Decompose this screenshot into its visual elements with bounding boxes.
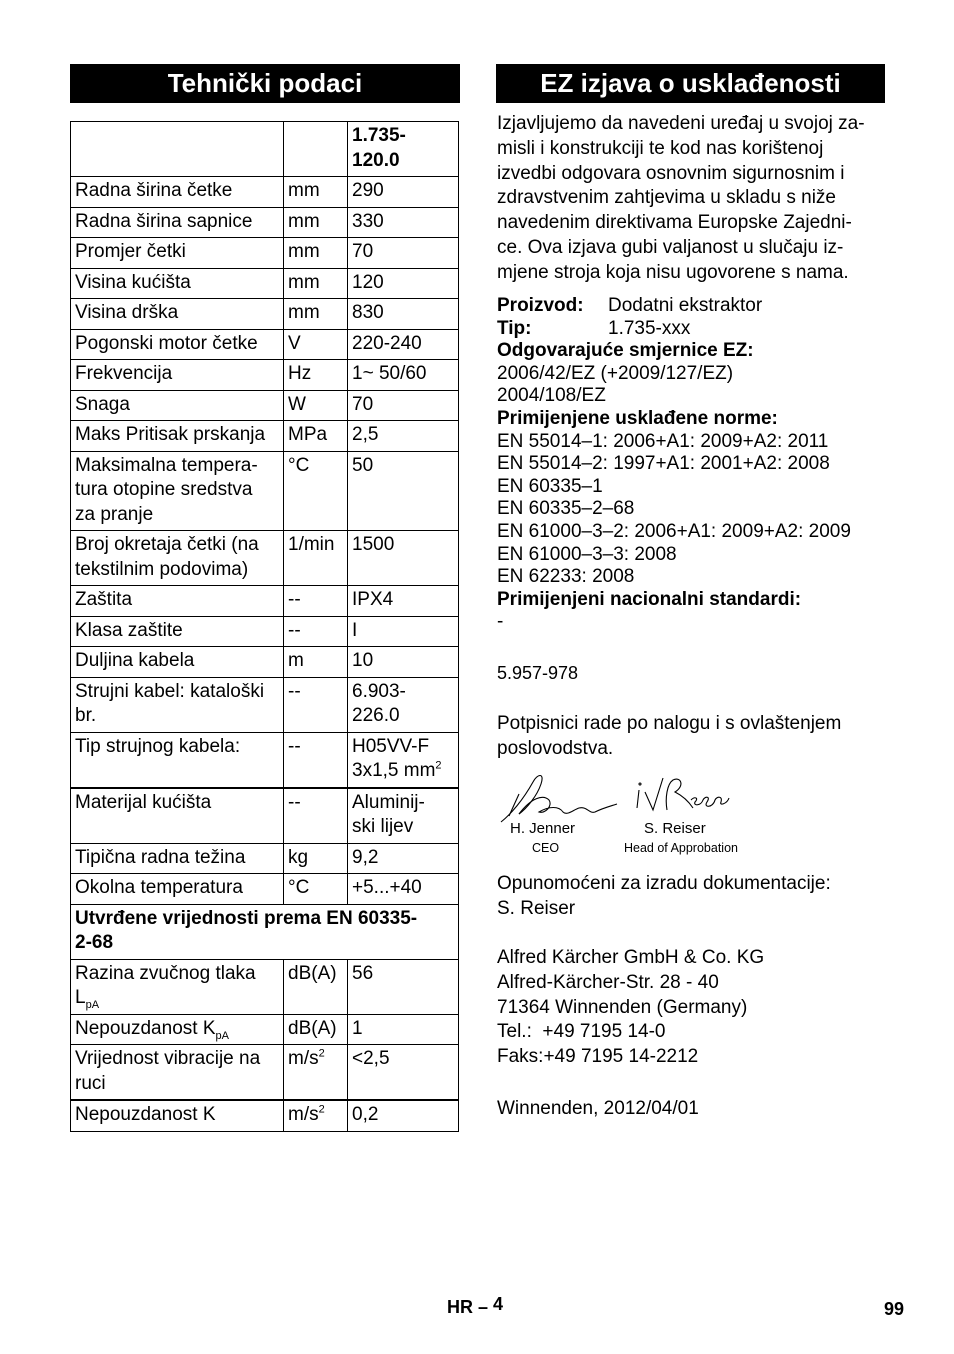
signature-s-reiser — [637, 778, 729, 810]
signer1-role: CEO — [532, 841, 560, 855]
table-row: Duljina kabela m 10 — [71, 647, 459, 678]
page-number: 99 — [884, 1299, 905, 1319]
table-row: Vrijednost vibracije na ruci $m/s^2$ <2,5 — [71, 1045, 459, 1101]
table-row: Maksimalna tempera- tura otopine sredstva za pranje °C 50 — [71, 451, 459, 531]
place-date: Winnenden, 2012/04/01 — [497, 1098, 699, 1119]
type-row: Tip: 1.735-xxx — [497, 317, 691, 339]
table-row: Broj okretaja četki (na tekstilnim podovima) 1/min 1500 — [71, 531, 459, 586]
table-section-header: Utvrđene vrijednosti prema EN 60335- 2-68 — [71, 904, 459, 959]
signer1-name: H. Jenner — [510, 820, 576, 837]
table-row: Promjer četki mm 70 — [71, 238, 459, 269]
table-row: Visina drška mm 830 — [71, 299, 459, 330]
model-number-cell: 1.735- 120.0 — [348, 122, 459, 177]
table-header-row — [71, 122, 459, 177]
national-standards-heading: Primijenjeni nacionalni standardi: — [497, 588, 802, 610]
authorized-documentation: Opunomoćeni za izradu dokumentacije: S. Reiser — [497, 873, 831, 919]
table-row: Frekvencija Hz 1~ 50/60 — [71, 360, 459, 391]
table-row: Nepouzdanost $K_{pA}$ dB(A) 1 — [71, 1014, 459, 1045]
declaration-intro: Izjavljujemo da navedeni uređaj u svojoj za- misli i konstrukciji te kod nas korištenoj izvedbi odgovara osnovnim sigurnosnim i zdravstvenim zahtjevima u skladu s niže navedenim direktivama Europske Zajedni- ce. Ova izjava gubi valjanost u slučaju iz- mjene stroja koja nisu ugovorene s nama. — [497, 113, 865, 283]
table-row: Visina kućišta mm 120 — [71, 268, 459, 299]
table-row: Nepouzdanost K $m/s^2$ 0,2 — [71, 1100, 459, 1131]
certification-block: Proizvod: Dodatni ekstraktor Tip: 1.735-xxx Odgovarajuće smjernice EZ: 2006/42/EZ (+2009/127/EZ) 2004/108/EZ Primijenjene usklađene norme: EN 55014–1: 2006+A1: 2009+A2: 2011 EN 55014–2: 1997+A1: 2001+A2: 2008 EN 60335–1 EN 60335–2–68 EN 61000–3–2: 2006+A1: 2009+A2: 2009 EN 61000–3–3: 2008 EN 62233: 2008 Primijenjeni nacionalni standardi: - — [497, 295, 887, 634]
table-row: Materijal kućišta -- Aluminij- ski lijev — [71, 788, 459, 844]
table-row: Maks Pritisak prskanja MPa 2,5 — [71, 421, 459, 452]
signature-h-jenner — [501, 776, 617, 823]
table-row: Radna širina četke mm 290 — [71, 177, 459, 208]
signatories-note: Potpisnici rade po nalogu i s ovlaštenjem poslovodstva. — [497, 713, 842, 759]
header-empty-cell — [284, 122, 348, 177]
table-row: Strujni kabel: kataloški br. -- 6.903- 226.0 — [71, 677, 459, 732]
technical-data-table — [70, 121, 459, 1132]
company-address: Alfred Kärcher GmbH & Co. KG Alfred-Kärcher-Str. 28 - 40 71364 Winnenden (Germany) Tel.: +49 7195 14-0 Faks:+49 7195 14-2212 — [497, 947, 765, 1068]
section-title-declaration: EZ izjava o usklađenosti — [496, 64, 885, 103]
signer2-role: Head of Approbation — [624, 841, 738, 855]
table-row: Okolna temperatura °C +5...+40 — [71, 874, 459, 905]
signature-area — [497, 770, 757, 860]
table-row: Klasa zaštite -- I — [71, 616, 459, 647]
table-row: Zaštita -- IPX4 — [71, 586, 459, 617]
document-number: 5.957-978 — [497, 663, 579, 683]
norms-heading: Primijenjene usklađene norme: — [497, 407, 778, 429]
table-row: Tipična radna težina kg 9,2 — [71, 843, 459, 874]
table-row: Tip strujnog kabela: -- H05VV-F 3x1,5 $mm^2$ — [71, 732, 459, 788]
table-row: Razina zvučnog tlaka $L_{pA}$ dB(A) 56 — [71, 959, 459, 1014]
table-row: Radna širina sapnice mm 330 — [71, 207, 459, 238]
table-row: Snaga W 70 — [71, 390, 459, 421]
section-title-tech-data: Tehnički podaci — [70, 64, 460, 103]
product-row: Proizvod: Dodatni ekstraktor — [497, 295, 763, 316]
directives-heading: Odgovarajuće smjernice EZ: — [497, 340, 754, 362]
table-row: Pogonski motor četke V 220-240 — [71, 329, 459, 360]
header-empty-cell — [71, 122, 284, 177]
footer-language-code: HR – 4 — [447, 1294, 504, 1317]
signer2-name: S. Reiser — [644, 820, 706, 837]
